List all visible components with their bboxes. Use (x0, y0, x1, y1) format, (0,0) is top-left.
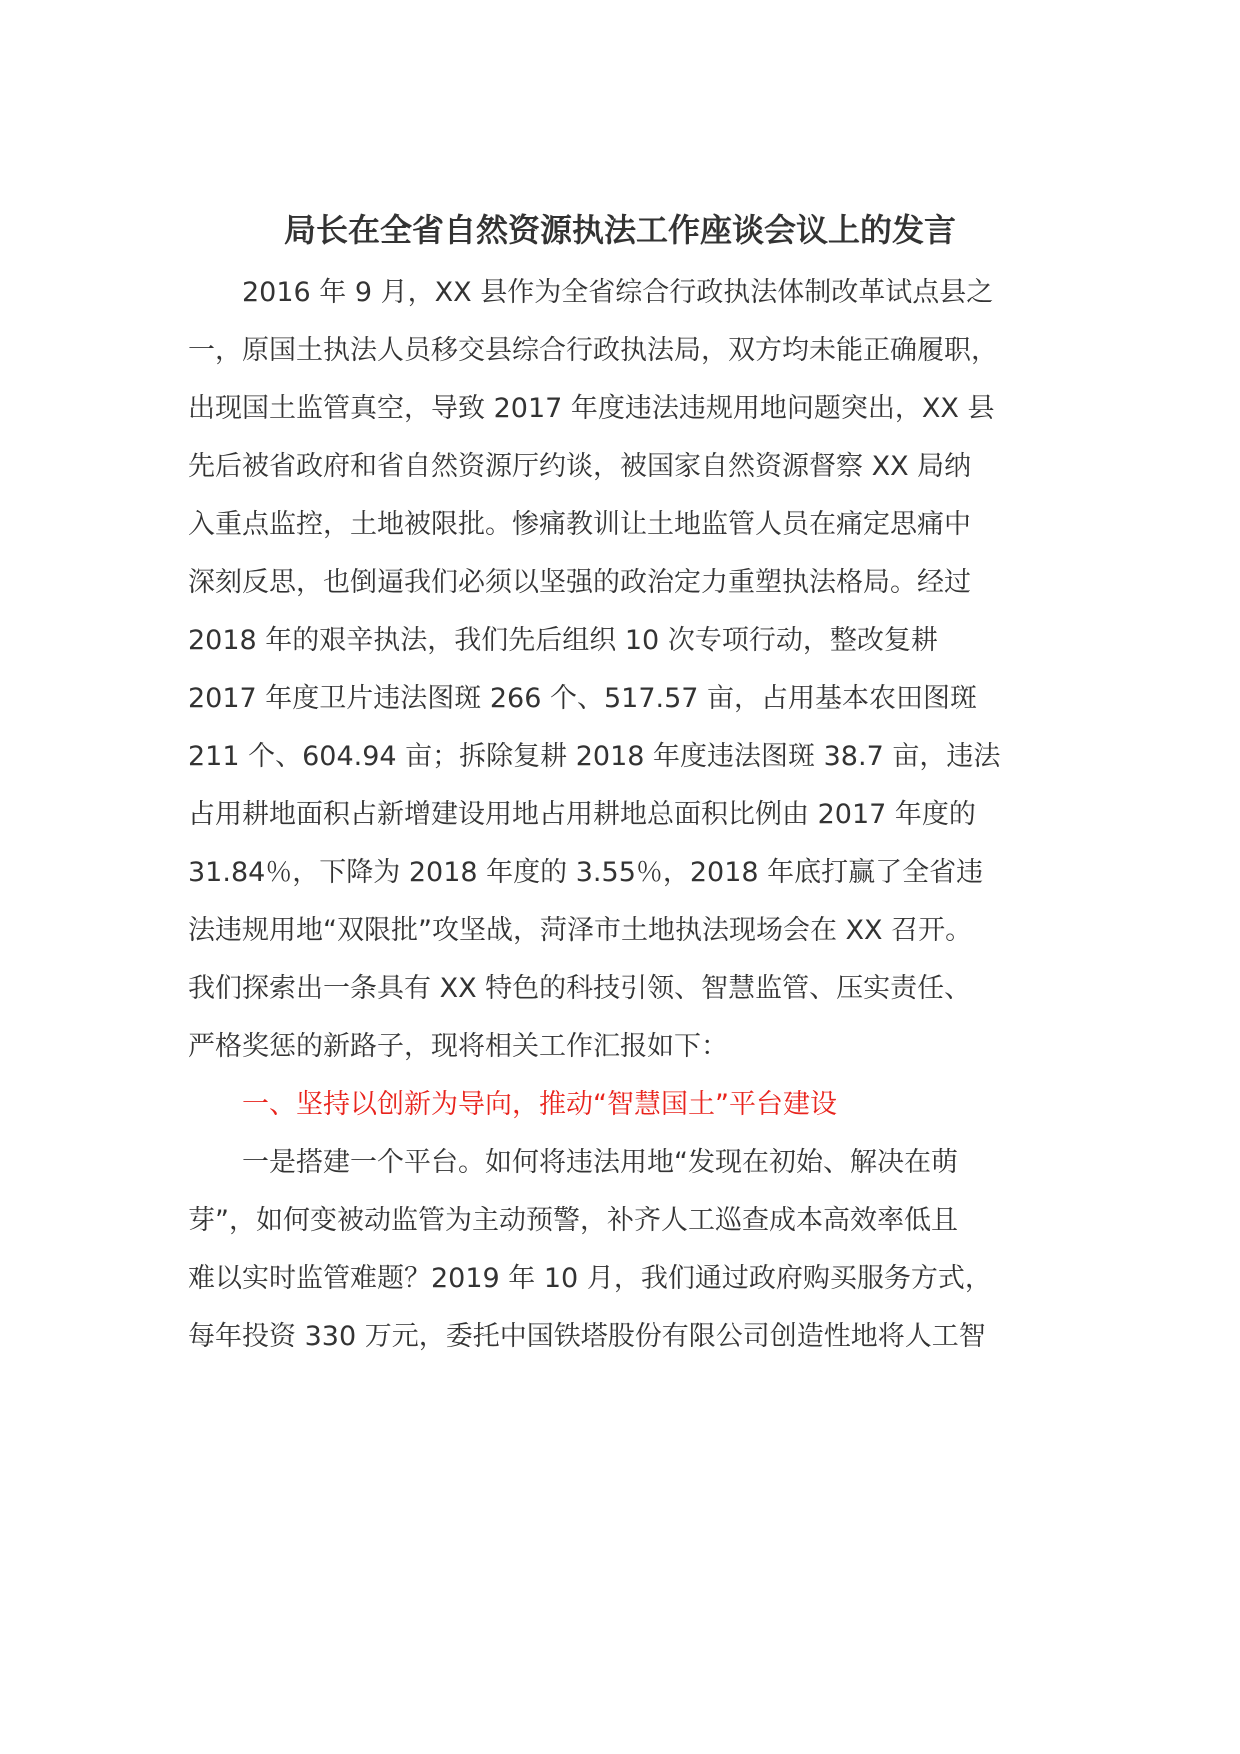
body-line: 我们探索出一条具有 XX 特色的科技引领、智慧监管、压实责任、 (188, 973, 972, 1004)
body-line: 芽”，如何变被动监管为主动预警，补齐人工巡查成本高效率低且 (188, 1205, 958, 1236)
body-line: 难以实时监管难题？2019 年 10 月，我们通过政府购买服务方式， (188, 1263, 992, 1294)
body-line: 31.84％，下降为 2018 年度的 3.55％，2018 年底打赢了全省违 (188, 857, 984, 888)
body-line: 严格奖惩的新路子，现将相关工作汇报如下： (188, 1031, 728, 1062)
body-line: 一，原国土执法人员移交县综合行政执法局，双方均未能正确履职， (188, 335, 998, 366)
body-line: 211 个、604.94 亩；拆除复耕 2018 年度违法图斑 38.7 亩，违法 (188, 741, 1001, 772)
body-line: 2017 年度卫片违法图斑 266 个、517.57 亩，占用基本农田图斑 (188, 683, 978, 714)
body-line: 法违规用地“双限批”攻坚战，菏泽市土地执法现场会在 XX 召开。 (188, 915, 973, 946)
body-line: 占用耕地面积占新增建设用地占用耕地总面积比例由 2017 年度的 (188, 799, 976, 830)
body-line: 入重点监控，土地被限批。惨痛教训让土地监管人员在痛定思痛中 (188, 509, 971, 540)
document-title: 局长在全省自然资源执法工作座谈会议上的发言 (283, 211, 956, 249)
body-line: 深刻反思，也倒逼我们必须以坚强的政治定力重塑执法格局。经过 (188, 567, 971, 598)
body-line: 出现国土监管真空，导致 2017 年度违法违规用地问题突出，XX 县 (188, 393, 995, 424)
body-line: 2016 年 9 月，XX 县作为全省综合行政执法体制改革试点县之 (188, 277, 994, 308)
section-heading: 一、坚持以创新为导向，推动“智慧国土”平台建设 (188, 1089, 837, 1120)
body-line: 2018 年的艰辛执法，我们先后组织 10 次专项行动，整改复耕 (188, 625, 938, 656)
body-line: 一是搭建一个平台。如何将违法用地“发现在初始、解决在萌 (188, 1147, 958, 1178)
body-line: 先后被省政府和省自然资源厅约谈，被国家自然资源督察 XX 局纳 (188, 451, 972, 482)
body-line: 每年投资 330 万元，委托中国铁塔股份有限公司创造性地将人工智 (188, 1321, 986, 1352)
